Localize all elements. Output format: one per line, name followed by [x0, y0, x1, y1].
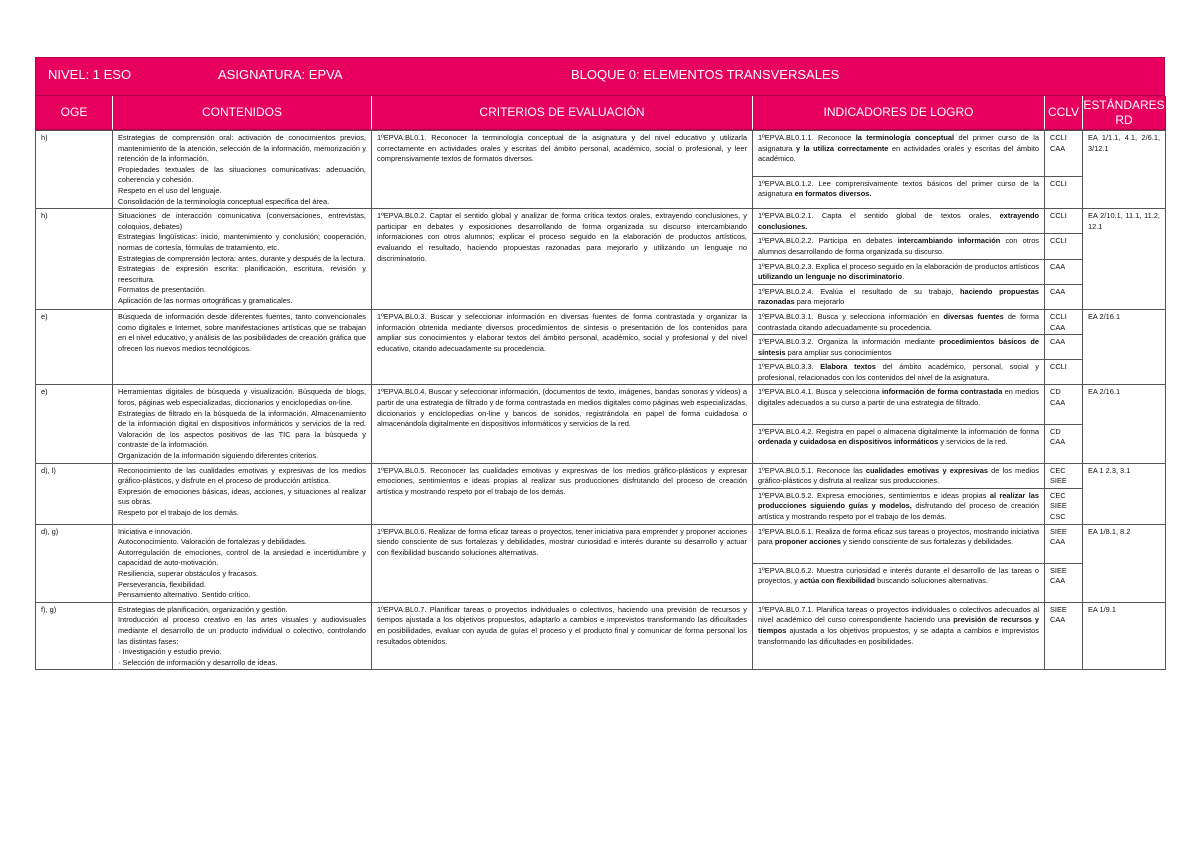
criterio-cell: 1ºEPVA.BL0.3. Buscar y seleccionar información en diversas fuentes de forma contrastada y organizar la información obtenida mediante diversos procedimientos de síntesis o presentación de los contenidos para ampliar sus conocimientos y elaborar textos del ámbito personal, académico, social y profesional y del nivel educativo, citando adecuadamente su procedencia.	[372, 309, 753, 385]
cclv-cell: SIEE CAA	[1045, 563, 1083, 602]
table-row	[36, 385, 1166, 424]
oge-cell: h)	[36, 209, 113, 310]
criterio-cell: 1ºEPVA.BL0.6. Realizar de forma eficaz tareas o proyectos, tener iniciativa para emprender y proponer acciones siendo consciente de sus fortalezas y debilidades, mostrar curiosidad e interés durante su desarrollo y actuar con flexibilidad buscando soluciones alternativas.	[372, 524, 753, 602]
criterio-cell: 1ºEPVA.BL0.7. Planificar tareas o proyectos individuales o colectivos, haciendo una previsión de recursos y tiempos ajustada a los objetivos propuestos, adaptarlo a cambios e imprevistos transformando las dificultades en posibilidades, evaluar con ayuda de guías el proceso y el producto final y comunicar de forma personal los resultados obtenidos.	[372, 602, 753, 670]
table-row	[36, 463, 1166, 488]
indicador-cell: 1ºEPVA.BL0.6.1. Realiza de forma eficaz sus tareas o proyectos, mostrando iniciativa para proponer acciones y siendo consciente de sus fortalezas y debilidades.	[753, 524, 1045, 563]
header-cclv: CCLV	[1045, 96, 1083, 130]
indicador-cell: 1ºEPVA.BL0.7.1. Planifica tareas o proyectos individuales o colectivos adecuados al nivel académico del curso correspondiente haciendo una previsión de recursos y tiempos ajustada a los objetivos propuestos, y se adapta a cambios e imprevistos transformando las dificultades en posibilidades.	[753, 602, 1045, 670]
cclv-cell: SIEE CAA	[1045, 602, 1083, 670]
cclv-cell: CAA	[1045, 335, 1083, 360]
contenidos-cell: Situaciones de interacción comunicativa (conversaciones, entrevistas, coloquios, debates) Estrategias lingüísticas: inicio, mantenimiento y conclusión; cooperación, normas de cortesía, fórmulas de tratamiento, etc. Estrategias de comprensión lectora: antes, durante y después de la lectura. Estrategias de expresión escrita: planificación, escritura, revisión y reescritura. Formatos de presentación. Aplicación de las normas ortográficas y gramaticales.	[113, 209, 372, 310]
estandares-cell: EA 1/8.1, 8.2	[1083, 524, 1166, 602]
contenidos-cell: Búsqueda de información desde diferentes fuentes, tanto convencionales como digitales e Internet, sobre manifestaciones artísticas que se trabajan en el nivel educativo, y análisis de las posibilidades de creación gráfica que ofrecen los nuevos medios tecnológicos.	[113, 309, 372, 385]
asignatura-label: ASIGNATURA: EPVA	[218, 67, 343, 82]
contenidos-cell: Iniciativa e innovación. Autoconocimiento. Valoración de fortalezas y debilidades. Autorregulación de emociones, control de la ansiedad e incertidumbre y capacidad de auto-motivación. Resiliencia, superar obstáculos y fracasos. Perseverancia, flexibilidad. Pensamiento alternativo. Sentido crítico.	[113, 524, 372, 602]
cclv-cell: SIEE CAA	[1045, 524, 1083, 563]
table-row	[36, 131, 1166, 177]
table-row	[36, 524, 1166, 563]
indicador-cell: 1ºEPVA.BL0.3.1. Busca y selecciona información en diversas fuentes de forma contrastada citando adecuadamente su procedencia.	[753, 309, 1045, 334]
table-row	[36, 602, 1166, 670]
cclv-cell: CCLI CAA	[1045, 309, 1083, 334]
indicador-cell: 1ºEPVA.BL0.2.4. Evalúa el resultado de su trabajo, haciendo propuestas razonadas para mejorarlo	[753, 284, 1045, 309]
indicador-cell: 1ºEPVA.BL0.3.3. Elabora textos del ámbito académico, personal, social y profesional, relacionados con los contenidos del nivel de la asignatura.	[753, 360, 1045, 385]
indicador-cell: 1ºEPVA.BL0.1.2. Lee comprensivamente textos básicos del primer curso de la asignatura en formatos diversos.	[753, 176, 1045, 208]
header-criterios: CRITERIOS DE EVALUACIÓN	[372, 96, 753, 130]
indicador-cell: 1ºEPVA.BL0.3.2. Organiza la información mediante procedimientos básicos de síntesis para ampliar sus conocimientos	[753, 335, 1045, 360]
table-row	[36, 309, 1166, 334]
oge-cell: h)	[36, 131, 113, 209]
table-row	[36, 209, 1166, 234]
cclv-cell: CEC SIEE CSC	[1045, 488, 1083, 524]
criteria-table	[35, 130, 1166, 670]
criterio-cell: 1ºEPVA.BL0.5. Reconocer las cualidades emotivas y expresivas de los medios gráfico-plásticos y expresar emociones, sentimientos e ideas propias al realizar sus producciones disfrutando del proceso de creación artística y mostrando respeto por el trabajo de los demás.	[372, 463, 753, 524]
nivel-label: NIVEL: 1 ESO	[48, 67, 132, 82]
cclv-cell: CCLI	[1045, 360, 1083, 385]
estandares-cell: EA 2/16.1	[1083, 309, 1166, 385]
criterio-cell: 1ºEPVA.BL0.1. Reconocer la terminología conceptual de la asignatura y del nivel educativo y utilizarla correctamente en actividades orales y escritas del ámbito personal, académico, social o profesional, y leer comprensivamente textos de formatos diversos.	[372, 131, 753, 209]
oge-cell: d), g)	[36, 524, 113, 602]
cclv-cell: CD CAA	[1045, 385, 1083, 424]
indicador-cell: 1ºEPVA.BL0.2.1. Capta el sentido global de textos orales, extrayendo conclusiones.	[753, 209, 1045, 234]
contenidos-cell: Estrategias de comprensión oral: activación de conocimientos previos, mantenimiento de la atención, selección de la información, memorización y retención de la información. Propiedades textuales de las situaciones comunicativas: adecuación, coherencia y cohesión. Respeto en el uso del lenguaje. Consolidación de la terminología conceptual específica del área.	[113, 131, 372, 209]
bloque-label: BLOQUE 0: ELEMENTOS TRANSVERSALES	[571, 67, 840, 82]
curriculum-sheet	[35, 57, 1165, 670]
indicador-cell: 1ºEPVA.BL0.2.2. Participa en debates intercambiando información con otros alumnos desarrollando de forma organizada su discurso.	[753, 234, 1045, 259]
indicador-cell: 1ºEPVA.BL0.4.2. Registra en papel o almacena digitalmente la información de forma ordenada y cuidadosa en dispositivos informáticos y servicios de la red.	[753, 424, 1045, 463]
oge-cell: e)	[36, 309, 113, 385]
cclv-cell: CAA	[1045, 284, 1083, 309]
contenidos-cell: Herramientas digitales de búsqueda y visualización. Búsqueda de blogs, foros, páginas web especializadas, diccionarios y enciclopedias on-line. Estrategias de filtrado en la búsqueda de la información. Almacenamiento de la información digital en dispositivos informáticos y servicios de la red. Valoración de los aspectos positivos de las TIC para la búsqueda y contraste de la información. Organización de la información siguiendo diferentes criterios.	[113, 385, 372, 463]
header-indicadores: INDICADORES DE LOGRO	[753, 96, 1045, 130]
cclv-cell: CEC SIEE	[1045, 463, 1083, 488]
indicador-cell: 1ºEPVA.BL0.6.2. Muestra curiosidad e interés durante el desarrollo de las tareas o proyectos, y actúa con flexibilidad buscando soluciones alternativas.	[753, 563, 1045, 602]
oge-cell: d), l)	[36, 463, 113, 524]
indicador-cell: 1ºEPVA.BL0.2.3. Explica el proceso seguido en la elaboración de productos artísticos utilizando un lenguaje no discriminatorio.	[753, 259, 1045, 284]
table-header	[35, 96, 1165, 130]
indicador-cell: 1ºEPVA.BL0.5.2. Expresa emociones, sentimientos e ideas propias al realizar las producciones siguiendo guías y modelos, disfrutando del proceso de creación artística y mostrando respeto por el trabajo de los demás.	[753, 488, 1045, 524]
criterio-cell: 1ºEPVA.BL0.4. Buscar y seleccionar información, (documentos de texto, imágenes, bandas sonoras y vídeos) a partir de una estrategia de filtrado y de forma contrastada en medios digitales como páginas web especializadas, diccionarios y enciclopedias on-line y bancos de sonidos, registrándola en papel de forma cuidadosa o almacenándola digitalmente en dispositivos informáticos y servicios de la red.	[372, 385, 753, 463]
title-bar	[35, 57, 1165, 96]
criterio-cell: 1ºEPVA.BL0.2. Captar el sentido global y analizar de forma crítica textos orales, extrayendo conclusiones, y participar en debates y exposiciones desarrollando de forma organizada su discurso intercambiando informaciones con otros alumnos; explicar el proceso seguido en la elaboración de productos artísticos, evaluando el resultado, haciendo propuestas razonadas para mejorarlo y utilizando un lenguaje no discriminatorio.	[372, 209, 753, 310]
cclv-cell: CCLI	[1045, 176, 1083, 208]
estandares-cell: EA 2/16.1	[1083, 385, 1166, 463]
estandares-cell: EA 2/10.1, 11.1, 11.2, 12.1	[1083, 209, 1166, 310]
oge-cell: f), g)	[36, 602, 113, 670]
estandares-cell: EA 1/9.1	[1083, 602, 1166, 670]
header-estandares: ESTÁNDARES RD	[1083, 96, 1166, 130]
cclv-cell: CCLI	[1045, 209, 1083, 234]
cclv-cell: CCLI CAA	[1045, 131, 1083, 177]
header-oge: OGE	[36, 96, 113, 130]
contenidos-cell: Estrategias de planificación, organización y gestión. Introducción al proceso creativo en las artes visuales y audiovisuales mediante el desarrollo de un producto individual o colectivo, controlando las distintas fases: · Investigación y estudio previo. · Selección de información y desarrollo de ideas.	[113, 602, 372, 670]
indicador-cell: 1ºEPVA.BL0.4.1. Busca y selecciona información de forma contrastada en medios digitales adecuados a su curso a partir de una estrategia de filtrado.	[753, 385, 1045, 424]
header-contenidos: CONTENIDOS	[113, 96, 372, 130]
indicador-cell: 1ºEPVA.BL0.5.1. Reconoce las cualidades emotivas y expresivas de los medios gráfico-plásticos y disfruta al realizar sus producciones.	[753, 463, 1045, 488]
cclv-cell: CCLI	[1045, 234, 1083, 259]
estandares-cell: EA 1 2.3, 3.1	[1083, 463, 1166, 524]
estandares-cell: EA 1/1.1, 4.1, 2/6.1, 3/12.1	[1083, 131, 1166, 209]
cclv-cell: CD CAA	[1045, 424, 1083, 463]
cclv-cell: CAA	[1045, 259, 1083, 284]
oge-cell: e)	[36, 385, 113, 463]
indicador-cell: 1ºEPVA.BL0.1.1. Reconoce la terminología conceptual del primer curso de la asignatura y la utiliza correctamente en actividades orales y escritas del ámbito académico.	[753, 131, 1045, 177]
contenidos-cell: Reconocimiento de las cualidades emotivas y expresivas de los medios gráfico-plásticos, y disfrute en el proceso de producción artística. Expresión de emociones básicas, ideas, acciones, y situaciones al realizar sus obras. Respeto por el trabajo de los demás.	[113, 463, 372, 524]
